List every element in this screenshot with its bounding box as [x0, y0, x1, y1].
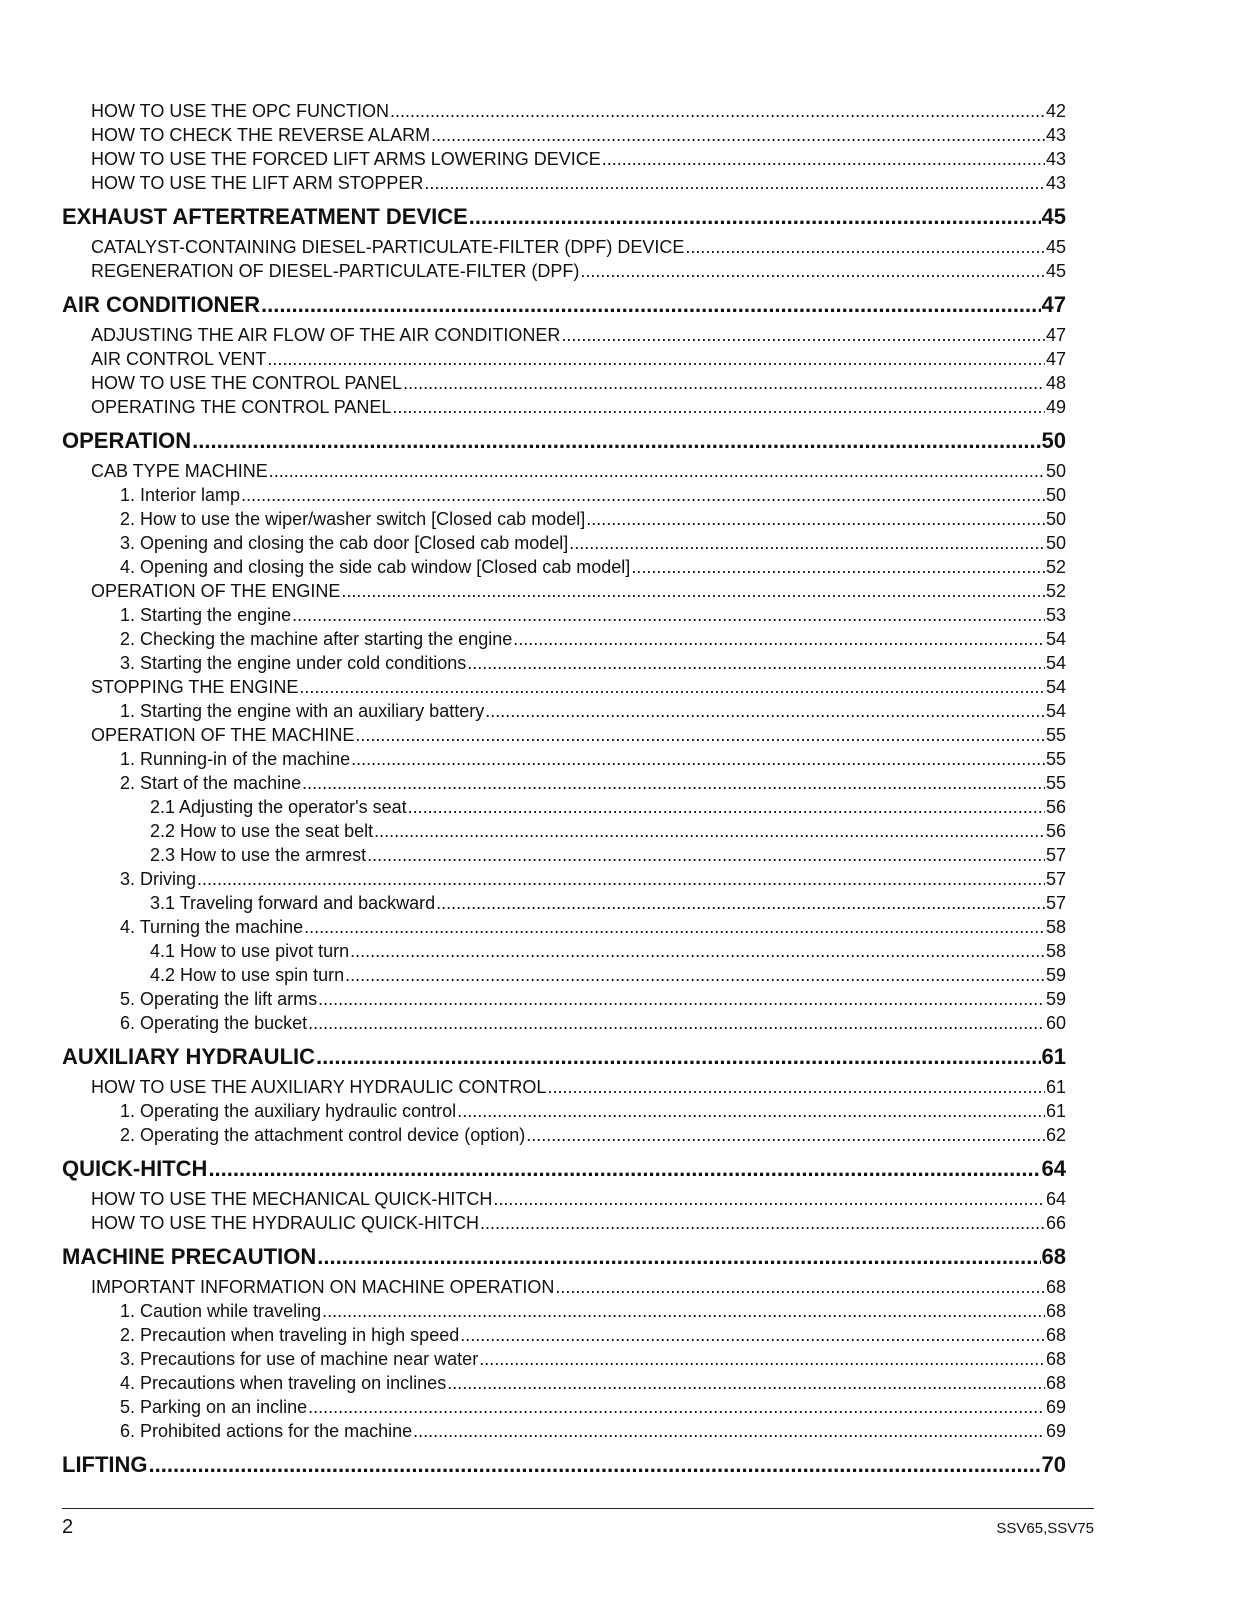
toc-entry[interactable] — [62, 891, 1066, 915]
dot-leader — [631, 555, 1045, 579]
toc-entry[interactable] — [62, 1323, 1066, 1347]
dot-leader — [424, 171, 1045, 195]
toc-entry-title: AUXILIARY HYDRAULIC — [62, 1045, 316, 1069]
toc-entry-title: 4. Precautions when traveling on inclines — [120, 1373, 447, 1393]
toc-entry-title: AIR CONDITIONER — [62, 293, 260, 317]
toc-entry-title: 4. Opening and closing the side cab window [Closed cab model] — [120, 557, 631, 577]
toc-entry-page: 57 — [1045, 893, 1066, 913]
toc-entry-title: 2. How to use the wiper/washer switch [Closed cab model] — [120, 509, 586, 529]
toc-entry-page: 64 — [1045, 1189, 1066, 1209]
toc-entry[interactable] — [62, 723, 1066, 747]
toc-entry-title: 4. Turning the machine — [120, 917, 304, 937]
toc-entry[interactable] — [62, 843, 1066, 867]
dot-leader — [241, 483, 1045, 507]
dot-leader — [149, 1453, 1041, 1477]
toc-entry-title: 3. Driving — [120, 869, 197, 889]
toc-entry-title: 1. Caution while traveling — [120, 1301, 322, 1321]
toc-entry-title: MACHINE PRECAUTION — [62, 1245, 317, 1269]
dot-leader — [526, 1123, 1045, 1147]
dot-leader — [586, 507, 1045, 531]
footer-divider — [62, 1508, 1094, 1509]
toc-entry-title: 1. Interior lamp — [120, 485, 241, 505]
dot-leader — [513, 627, 1045, 651]
dot-leader — [208, 1157, 1040, 1181]
toc-entry-page: 56 — [1045, 797, 1066, 817]
toc-entry-title: 2. Start of the machine — [120, 773, 302, 793]
toc-entry[interactable] — [62, 603, 1066, 627]
toc-entry-title: 3. Starting the engine under cold conditions — [120, 653, 467, 673]
toc-entry-title: 2.1 Adjusting the operator's seat — [150, 797, 407, 817]
toc-entry[interactable] — [62, 747, 1066, 771]
toc-entry-title: 4.1 How to use pivot turn — [150, 941, 350, 961]
toc-entry-title: HOW TO USE THE OPC FUNCTION — [91, 101, 390, 121]
toc-entry[interactable] — [62, 771, 1066, 795]
toc-entry-title: HOW TO USE THE HYDRAULIC QUICK-HITCH — [91, 1213, 480, 1233]
dot-leader — [192, 429, 1040, 453]
dot-leader — [316, 1045, 1041, 1069]
toc-section-entry[interactable] — [62, 293, 1066, 317]
toc-entry-page: 68 — [1041, 1245, 1066, 1269]
toc-entry[interactable] — [62, 1187, 1066, 1211]
toc-entry-page: 50 — [1045, 533, 1066, 553]
toc-entry[interactable] — [62, 1395, 1066, 1419]
toc-entry-title: 6. Operating the bucket — [120, 1013, 308, 1033]
toc-entry-title: OPERATION OF THE ENGINE — [91, 581, 341, 601]
toc-entry-title: HOW TO USE THE CONTROL PANEL — [91, 373, 403, 393]
toc-entry-title: REGENERATION OF DIESEL-PARTICULATE-FILTER (DPF) — [91, 261, 580, 281]
dot-leader — [547, 1075, 1045, 1099]
toc-entry[interactable] — [62, 507, 1066, 531]
toc-entry-page: 61 — [1041, 1045, 1066, 1069]
toc-entry-page: 68 — [1045, 1349, 1066, 1369]
toc-entry-title: STOPPING THE ENGINE — [91, 677, 299, 697]
toc-entry-page: 47 — [1045, 349, 1066, 369]
toc-entry-page: 70 — [1041, 1453, 1066, 1477]
toc-entry-page: 54 — [1045, 653, 1066, 673]
toc-entry-page: 54 — [1045, 677, 1066, 697]
toc-entry-title: 3.1 Traveling forward and backward — [150, 893, 436, 913]
toc-entry-title: AIR CONTROL VENT — [91, 349, 267, 369]
dot-leader — [317, 1245, 1040, 1269]
toc-entry[interactable] — [62, 123, 1066, 147]
toc-entry-page: 66 — [1045, 1213, 1066, 1233]
toc-entry-page: 52 — [1045, 557, 1066, 577]
dot-leader — [299, 675, 1045, 699]
toc-entry-page: 53 — [1045, 605, 1066, 625]
dot-leader — [318, 987, 1045, 1011]
toc-entry[interactable] — [62, 699, 1066, 723]
toc-entry[interactable] — [62, 819, 1066, 843]
toc-entry-title: ADJUSTING THE AIR FLOW OF THE AIR CONDITIONER — [91, 325, 561, 345]
toc-section-entry[interactable] — [62, 1045, 1066, 1069]
toc-entry-page: 42 — [1045, 101, 1066, 121]
toc-entry-title: 1. Operating the auxiliary hydraulic control — [120, 1101, 457, 1121]
toc-entry[interactable] — [62, 1275, 1066, 1299]
toc-entry-page: 61 — [1045, 1077, 1066, 1097]
model-label: SSV65,SSV75 — [996, 1520, 1094, 1537]
toc-entry-title: HOW TO USE THE FORCED LIFT ARMS LOWERING DEVICE — [91, 149, 601, 169]
toc-entry-page: 45 — [1045, 237, 1066, 257]
dot-leader — [685, 235, 1045, 259]
toc-entry-page: 55 — [1045, 725, 1066, 745]
toc-entry-page: 54 — [1045, 629, 1066, 649]
dot-leader — [436, 891, 1045, 915]
dot-leader — [355, 723, 1045, 747]
toc-entry[interactable] — [62, 395, 1066, 419]
toc-entry-page: 49 — [1045, 397, 1066, 417]
toc-entry[interactable] — [62, 915, 1066, 939]
toc-entry-title: 4.2 How to use spin turn — [150, 965, 345, 985]
toc-entry-page: 68 — [1045, 1373, 1066, 1393]
toc-entry-page: 50 — [1041, 429, 1066, 453]
toc-entry[interactable] — [62, 1123, 1066, 1147]
dot-leader — [569, 531, 1045, 555]
toc-entry-title: 1. Running-in of the machine — [120, 749, 351, 769]
toc-entry[interactable] — [62, 1099, 1066, 1123]
toc-entry-page: 61 — [1045, 1101, 1066, 1121]
dot-leader — [555, 1275, 1045, 1299]
toc-entry-title: 2. Precaution when traveling in high speed — [120, 1325, 460, 1345]
dot-leader — [341, 579, 1045, 603]
toc-entry-title: 2. Operating the attachment control device (option) — [120, 1125, 526, 1145]
toc-entry-page: 43 — [1045, 173, 1066, 193]
toc-entry-title: 2. Checking the machine after starting the engine — [120, 629, 513, 649]
toc-entry-title: CATALYST-CONTAINING DIESEL-PARTICULATE-FILTER (DPF) DEVICE — [91, 237, 685, 257]
dot-leader — [367, 843, 1045, 867]
toc-entry-title: QUICK-HITCH — [62, 1157, 208, 1181]
toc-entry-title: 3. Precautions for use of machine near water — [120, 1349, 479, 1369]
toc-entry[interactable] — [62, 939, 1066, 963]
toc-entry[interactable] — [62, 531, 1066, 555]
toc-entry-title: LIFTING — [62, 1453, 148, 1477]
toc-entry-page: 48 — [1045, 373, 1066, 393]
toc-entry[interactable] — [62, 371, 1066, 395]
toc-entry-page: 45 — [1045, 261, 1066, 281]
toc-entry-page: 68 — [1045, 1325, 1066, 1345]
toc-entry[interactable] — [62, 795, 1066, 819]
toc-entry-title: 2.2 How to use the seat belt — [150, 821, 374, 841]
toc-entry-title: 1. Starting the engine — [120, 605, 292, 625]
toc-entry-page: 58 — [1045, 917, 1066, 937]
toc-entry-page: 50 — [1045, 461, 1066, 481]
toc-entry-title: EXHAUST AFTERTREATMENT DEVICE — [62, 205, 468, 229]
toc-entry-title: 2.3 How to use the armrest — [150, 845, 367, 865]
toc-entry[interactable] — [62, 867, 1066, 891]
toc-entry[interactable] — [62, 963, 1066, 987]
toc-entry-page: 60 — [1045, 1013, 1066, 1033]
toc-entry-page: 56 — [1045, 821, 1066, 841]
toc-entry[interactable] — [62, 323, 1066, 347]
toc-entry[interactable] — [62, 651, 1066, 675]
dot-leader — [267, 347, 1045, 371]
dot-leader — [602, 147, 1045, 171]
dot-leader — [447, 1371, 1045, 1395]
dot-leader — [392, 395, 1045, 419]
toc-entry-title: HOW TO CHECK THE REVERSE ALARM — [91, 125, 431, 145]
toc-section-entry[interactable] — [62, 429, 1066, 453]
toc-entry-page: 62 — [1045, 1125, 1066, 1145]
toc-entry-title: OPERATING THE CONTROL PANEL — [91, 397, 392, 417]
dot-leader — [269, 459, 1045, 483]
table-of-contents — [62, 99, 1066, 1483]
toc-entry-title: OPERATION OF THE MACHINE — [91, 725, 355, 745]
toc-entry-title: 3. Opening and closing the cab door [Closed cab model] — [120, 533, 569, 553]
dot-leader — [561, 323, 1045, 347]
toc-entry-title: HOW TO USE THE AUXILIARY HYDRAULIC CONTROL — [91, 1077, 547, 1097]
toc-entry-title: 1. Starting the engine with an auxiliary battery — [120, 701, 485, 721]
toc-entry[interactable] — [62, 147, 1066, 171]
toc-entry[interactable] — [62, 1011, 1066, 1035]
toc-entry-page: 50 — [1045, 485, 1066, 505]
toc-entry-page: 47 — [1045, 325, 1066, 345]
dot-leader — [261, 293, 1041, 317]
toc-entry[interactable] — [62, 579, 1066, 603]
dot-leader — [322, 1299, 1045, 1323]
dot-leader — [485, 699, 1045, 723]
toc-entry-title: 5. Operating the lift arms — [120, 989, 318, 1009]
toc-entry-title: HOW TO USE THE LIFT ARM STOPPER — [91, 173, 424, 193]
toc-entry-page: 64 — [1041, 1157, 1066, 1181]
toc-entry[interactable] — [62, 347, 1066, 371]
toc-entry-page: 58 — [1045, 941, 1066, 961]
toc-entry-page: 59 — [1045, 989, 1066, 1009]
dot-leader — [345, 963, 1045, 987]
page-number: 2 — [62, 1516, 74, 1538]
toc-entry-title: HOW TO USE THE MECHANICAL QUICK-HITCH — [91, 1189, 493, 1209]
toc-entry[interactable] — [62, 1299, 1066, 1323]
dot-leader — [480, 1211, 1045, 1235]
toc-entry-page: 47 — [1041, 293, 1066, 317]
toc-entry-page: 55 — [1045, 749, 1066, 769]
toc-entry-title: IMPORTANT INFORMATION ON MACHINE OPERATION — [91, 1277, 555, 1297]
dot-leader — [292, 603, 1045, 627]
dot-leader — [302, 771, 1045, 795]
toc-section-entry[interactable] — [62, 1245, 1066, 1269]
toc-entry-page: 69 — [1045, 1421, 1066, 1441]
toc-entry-page: 68 — [1045, 1301, 1066, 1321]
toc-entry-page: 57 — [1045, 869, 1066, 889]
dot-leader — [408, 795, 1045, 819]
toc-entry-page: 50 — [1045, 509, 1066, 529]
toc-entry[interactable] — [62, 459, 1066, 483]
dot-leader — [469, 205, 1041, 229]
toc-entry-page: 59 — [1045, 965, 1066, 985]
dot-leader — [493, 1187, 1045, 1211]
toc-entry[interactable] — [62, 555, 1066, 579]
toc-section-entry[interactable] — [62, 1453, 1066, 1477]
toc-entry-title: 6. Prohibited actions for the machine — [120, 1421, 413, 1441]
toc-section-entry[interactable] — [62, 1157, 1066, 1181]
dot-leader — [457, 1099, 1045, 1123]
toc-entry[interactable] — [62, 987, 1066, 1011]
toc-entry-title: CAB TYPE MACHINE — [91, 461, 268, 481]
toc-section-entry[interactable] — [62, 205, 1066, 229]
toc-entry[interactable] — [62, 1371, 1066, 1395]
toc-entry-page: 68 — [1045, 1277, 1066, 1297]
toc-entry[interactable] — [62, 99, 1066, 123]
dot-leader — [308, 1395, 1045, 1419]
dot-leader — [308, 1011, 1045, 1035]
dot-leader — [479, 1347, 1045, 1371]
toc-entry-page: 55 — [1045, 773, 1066, 793]
toc-entry[interactable] — [62, 1419, 1066, 1443]
dot-leader — [197, 867, 1045, 891]
dot-leader — [390, 99, 1045, 123]
toc-entry[interactable] — [62, 259, 1066, 283]
toc-entry-page: 43 — [1045, 149, 1066, 169]
toc-entry[interactable] — [62, 627, 1066, 651]
dot-leader — [351, 747, 1045, 771]
dot-leader — [304, 915, 1045, 939]
toc-entry[interactable] — [62, 483, 1066, 507]
toc-entry-page: 43 — [1045, 125, 1066, 145]
toc-entry-title: 5. Parking on an incline — [120, 1397, 308, 1417]
dot-leader — [374, 819, 1045, 843]
toc-entry-page: 45 — [1041, 205, 1066, 229]
dot-leader — [580, 259, 1045, 283]
toc-entry-page: 69 — [1045, 1397, 1066, 1417]
toc-entry[interactable] — [62, 171, 1066, 195]
dot-leader — [460, 1323, 1045, 1347]
toc-entry[interactable] — [62, 1347, 1066, 1371]
toc-entry-page: 57 — [1045, 845, 1066, 865]
dot-leader — [431, 123, 1045, 147]
dot-leader — [403, 371, 1045, 395]
dot-leader — [467, 651, 1045, 675]
toc-entry[interactable] — [62, 1211, 1066, 1235]
dot-leader — [350, 939, 1045, 963]
toc-entry-title: OPERATION — [62, 429, 192, 453]
toc-entry-page: 54 — [1045, 701, 1066, 721]
toc-entry[interactable] — [62, 235, 1066, 259]
toc-entry[interactable] — [62, 1075, 1066, 1099]
toc-entry-page: 52 — [1045, 581, 1066, 601]
dot-leader — [413, 1419, 1045, 1443]
toc-entry[interactable] — [62, 675, 1066, 699]
